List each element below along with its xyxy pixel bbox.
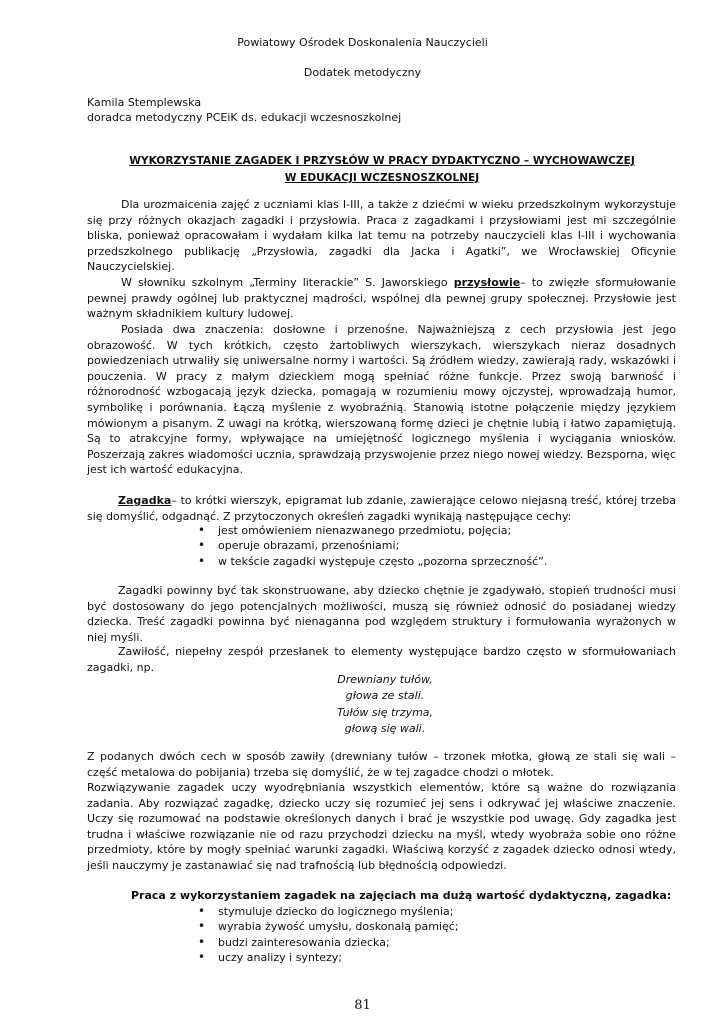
p2-rest: – to zwięzłe sformułowanie pewnej prawdy ogólnej lub praktycznej mądrości, wspólnej dla pewnej grupy społecznej. Przysłowie jest ważnym składnikiem kultury ludowej. bbox=[87, 276, 676, 321]
poem-line: Drewniany tułów, bbox=[337, 673, 433, 686]
list-item: • w tekście zagadki występuje często „pozorna sprzeczność”. bbox=[198, 554, 547, 569]
page-number: 81 bbox=[354, 998, 371, 1013]
riddle-benefits-list bbox=[198, 904, 459, 966]
list-item: • operuje obrazami, przenośniami; bbox=[198, 538, 547, 553]
paragraph-proverb-meanings: Posiada dwa znaczenia: dosłowne i przenośne. Najważniejszą z cech przysłowia jest jego obrazowość. W tych krótkich, często żartobliwych wierszykach, wierszykach nieraz dosadnych powiedzeniach utrwaliły się uniwersalne normy i wartości. Są źródłem wiedzy, zawierają rady, wskazówki i pouczenia. W pracy z małym dzieckiem mogą spełniać różne funkcje. Przez swoją barwność i różnorodność wzbogacają język dziecka, pomagają w rozumieniu mowy ojczystej, wprowadzają humor, symbolikę i porównania. Łączą myślenie z wyobraźnią. Stanowią istotne połączenie między językiem mówionym a pisanym. Z uwagi na krótką, wierszowaną formę dzieci je chętnie lubią i łatwo zapamiętują. Są to atrakcyjne formy, wpływające na umiejętność logicznego myślenia i wyciągania wniosków. Poszerzają zakres wiadomości ucznia, sprawdzają przyswojenie przez niego nowej wiedzy. Bezsporna, więc jest ich wartość edukacyjna. bbox=[87, 323, 676, 477]
list-item: • budzi zainteresowania dziecka; bbox=[198, 935, 459, 950]
benefits-lead: Praca z wykorzystaniem zagadek na zajęciach ma dużą wartość dydaktyczną, zagadka: bbox=[131, 889, 672, 902]
list-item: • uczy analizy i syntezy; bbox=[198, 950, 459, 965]
list-item: • jest omówieniem nienazwanego przedmiotu, pojęcia; bbox=[198, 523, 547, 538]
riddle-poem bbox=[300, 672, 470, 737]
paragraph-riddle-complexity: Zawiłość, niepełny zespół przesłanek to elementy występujące bardzo często w sformułowaniach zagadki, np. bbox=[87, 645, 676, 674]
term-przyslowie: przysłowie bbox=[453, 276, 521, 289]
paragraph-riddle-construction: Zagadki powinny być tak skonstruowane, aby dziecko chętnie je zgadywało, stopień trudności musi być dostosowany do jego potencjalnych możliwości, muszą się również odnosić do posiadanej wiedzy dziecka. Treść zagadki powinna być nienaganna pod względem struktury i formułowania wyrażonych w niej myśli. bbox=[87, 584, 676, 644]
riddle-features-list bbox=[198, 523, 547, 569]
author-role: doradca metodyczny PCEiK ds. edukacji wczesnoszkolnej bbox=[87, 111, 402, 124]
p4-rest: – to krótki wierszyk, epigramat lub zdanie, zawierające celowo niejasną treść, której trzeba się domyślić, odgadnąć. Z przytoczonych określeń zagadki wynikają następujące cechy: bbox=[87, 494, 676, 523]
p2-lead: W słowniku szkolnym „Terminy literackie” S. Jaworskiego bbox=[121, 276, 454, 289]
header-section: Dodatek metodyczny bbox=[303, 66, 422, 79]
author-name: Kamila Stemplewska bbox=[87, 96, 202, 109]
paragraph-proverb-definition bbox=[87, 275, 676, 322]
paragraph-riddle-definition bbox=[87, 493, 676, 524]
title-line-1: WYKORZYSTANIE ZAGADEK I PRZYSŁÓW W PRACY DYDAKTYCZNO – WYCHOWAWCZEJ bbox=[129, 155, 635, 167]
poem-line: głową się wali. bbox=[344, 721, 426, 735]
term-zagadka: Zagadka bbox=[118, 494, 172, 507]
paragraph-riddle-solving: Rozwiązywanie zagadek uczy wyodrębniania wszystkich elementów, które są ważne do rozwiązania zadania. Aby rozwiązać zagadkę, dziecko uczy się rozumieć jej sens i odkrywać jej właściwe znaczenie. Uczy się rozumować na podstawie określonych danych i brać je wszystkie pod uwagę. Gdy zagadka jest trudna i właściwe rozwiązanie nie od razu przychodzi dziecku na myśl, wtedy wyobraża sobie ono różne przedmioty, które by mogły spełniać warunki zagadki. Właściwą korzyść z zagadek dziecko odnosi wtedy, jeśli nauczymy je zastanawiać się nad trafnością lub błędnością odpowiedzi. bbox=[87, 781, 676, 872]
title-line-2: W EDUKACJI WCZESNOSZKOLNEJ bbox=[284, 172, 480, 184]
paragraph-riddle-explanation: Z podanych dwóch cech w sposób zawiły (drewniany tułów – trzonek młotka, głową ze stali się wali – część metalowa do pobijania) trzeba się domyślić, że w tej zagadce chodzi o młotek. bbox=[87, 750, 676, 779]
poem-line: głowa ze stali. bbox=[345, 689, 425, 703]
paragraph-intro: Dla urozmaicenia zajęć z uczniami klas I-III, a także z dziećmi w wieku przedszkolnym wykorzystuje się przy różnych okazjach zagadki i przysłowia. Praca z zagadkami i przysłowiami jest mi szczególnie bliska, ponieważ opracowałam i wydałam kilka lat temu na potrzeby nauczycieli klas I-III i wychowania przedszkolnego publikację „Przysłowia, zagadki dla Jacka i Agatki”, we Wrocławskiej Oficynie Nauczycielskiej. bbox=[87, 198, 676, 274]
article-title bbox=[87, 153, 677, 187]
list-item: • wyrabia żywość umysłu, doskonalą pamięć; bbox=[198, 919, 459, 934]
poem-line: Tułów się trzyma, bbox=[336, 705, 434, 719]
list-item: • stymuluje dziecko do logicznego myślenia; bbox=[198, 904, 459, 919]
header-institution: Powiatowy Ośrodek Doskonalenia Nauczycieli bbox=[237, 36, 488, 49]
